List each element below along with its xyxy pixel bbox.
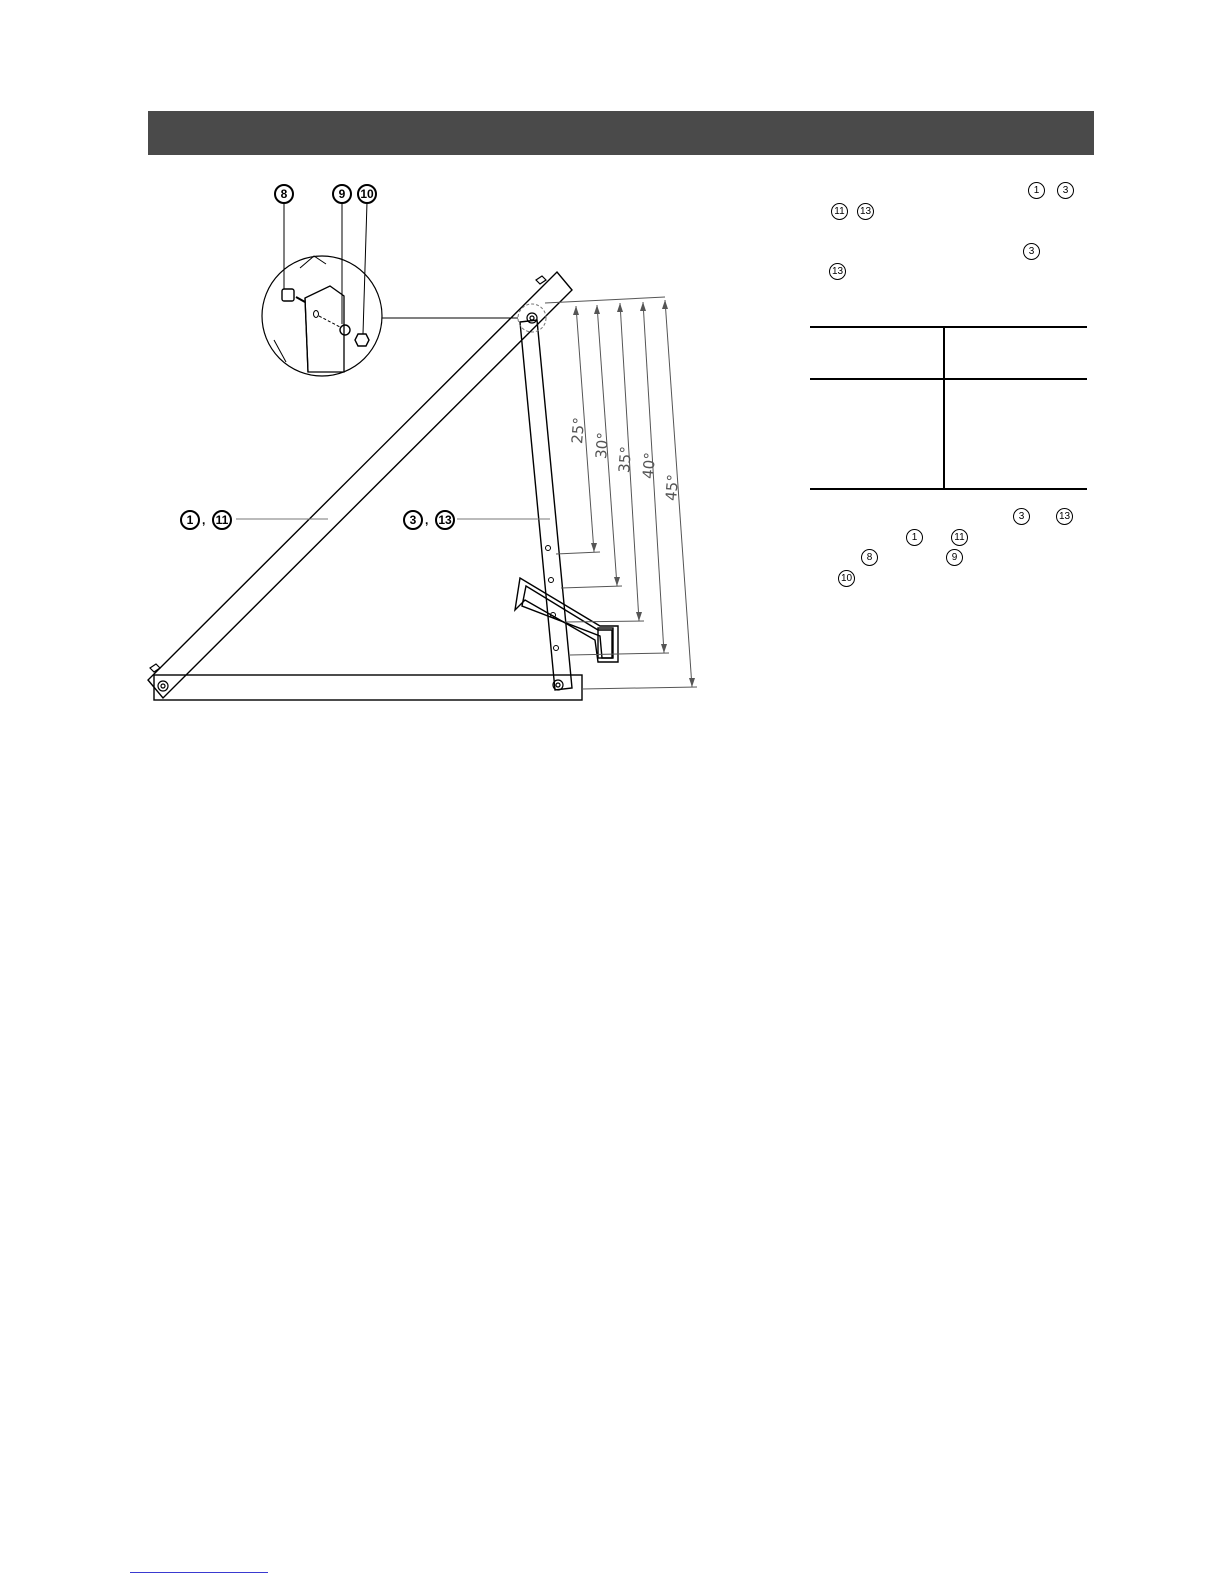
note3-ref-3: 3: [1013, 508, 1030, 525]
footer-link-underline[interactable]: [130, 1572, 268, 1573]
callout-1: 1: [180, 510, 200, 530]
note3-ref-1: 1: [906, 529, 923, 546]
callout-13: 13: [435, 510, 455, 530]
base-rail: [154, 675, 582, 700]
note3-ref-10: 10: [838, 570, 855, 587]
callout-separator: ,: [425, 513, 429, 527]
note1-ref-13: 13: [857, 203, 874, 220]
note3-ref-11: 11: [951, 529, 968, 546]
callout-10: 10: [357, 184, 377, 204]
note2-ref-13: 13: [829, 263, 846, 280]
table-top-rule: [810, 326, 1087, 328]
note3-ref-13: 13: [1056, 508, 1073, 525]
note1-ref-1: 1: [1028, 182, 1045, 199]
support-bracket: [515, 578, 618, 662]
callout-11: 11: [212, 510, 232, 530]
rear-leg: [520, 320, 572, 690]
table-column-divider: [943, 326, 945, 490]
note3-ref-9: 9: [946, 549, 963, 566]
callout-8: 8: [274, 184, 294, 204]
table-bottom-rule: [810, 488, 1087, 490]
angle-label-30: 30°: [592, 431, 613, 460]
callout-9: 9: [332, 184, 352, 204]
table-header-rule: [810, 378, 1087, 380]
note1-ref-3: 3: [1057, 182, 1074, 199]
angle-label-25: 25°: [568, 416, 589, 445]
note2-ref-3: 3: [1023, 243, 1040, 260]
diagonal-rail: [148, 272, 572, 698]
callout-separator: ,: [202, 513, 206, 527]
note3-ref-8: 8: [861, 549, 878, 566]
angle-label-35: 35°: [615, 445, 636, 474]
note1-ref-11: 11: [831, 203, 848, 220]
callout-3: 3: [403, 510, 423, 530]
angle-label-40: 40°: [639, 451, 660, 480]
angle-label-45: 45°: [662, 473, 683, 502]
